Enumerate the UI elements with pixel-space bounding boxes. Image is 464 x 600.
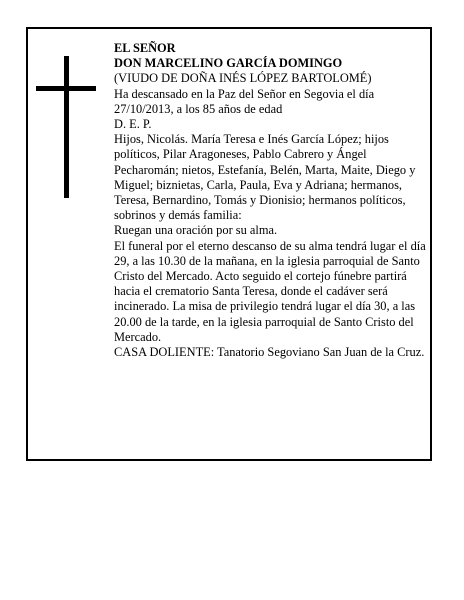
rip-text: D. E. P. (114, 117, 152, 132)
death-info: Ha descansado en la Paz del Señor en Segovia el día 27/10/2013, a los 85 años de edad (114, 86, 375, 116)
cross-vertical-bar (64, 56, 69, 198)
title-line-1: EL SEÑOR (114, 41, 176, 55)
funeral-details: El funeral por el eterno descanso de su alma tendrá lugar el día 29, a las 10.30 de la mañana, en la iglesia parroquial de Santo Cristo del Mercado. Acto seguido el cortejo fúnebre partirá hacia el crematorio Santa Teresa, donde el cadáver será incinerado. La misa de privilegio tendrá lugar el día 30, a las 20.00 de la tarde, en la iglesia parroquial de Santo Cristo del Mercado. (114, 238, 426, 344)
family-list: Hijos, Nicolás. María Teresa e Inés García López; hijos políticos, Pilar Aragoneses, Pablo Cabrero y Ángel Pecharomán; nietos, Estefanía, Belén, Marta, Maite, Diego y Miguel; biznietas, Carla, Paula, Eva y Adriana; hermanos, Teresa, Bernardino, Tomás y Dionisio; hermanos políticos, sobrinos y demás familia: (114, 132, 416, 223)
deceased-name: DON MARCELINO GARCÍA DOMINGO (114, 56, 343, 71)
notice-text (114, 41, 426, 360)
mourning-house: CASA DOLIENTE: Tanatorio Segoviano San Juan de la Cruz. (114, 345, 425, 360)
cross-icon (36, 56, 96, 198)
prayer-request: Ruegan una oración por su alma. (114, 223, 278, 238)
cross-horizontal-bar (36, 86, 96, 91)
widower-of: (VIUDO DE DOÑA INÉS LÓPEZ BARTOLOMÉ) (114, 71, 372, 86)
